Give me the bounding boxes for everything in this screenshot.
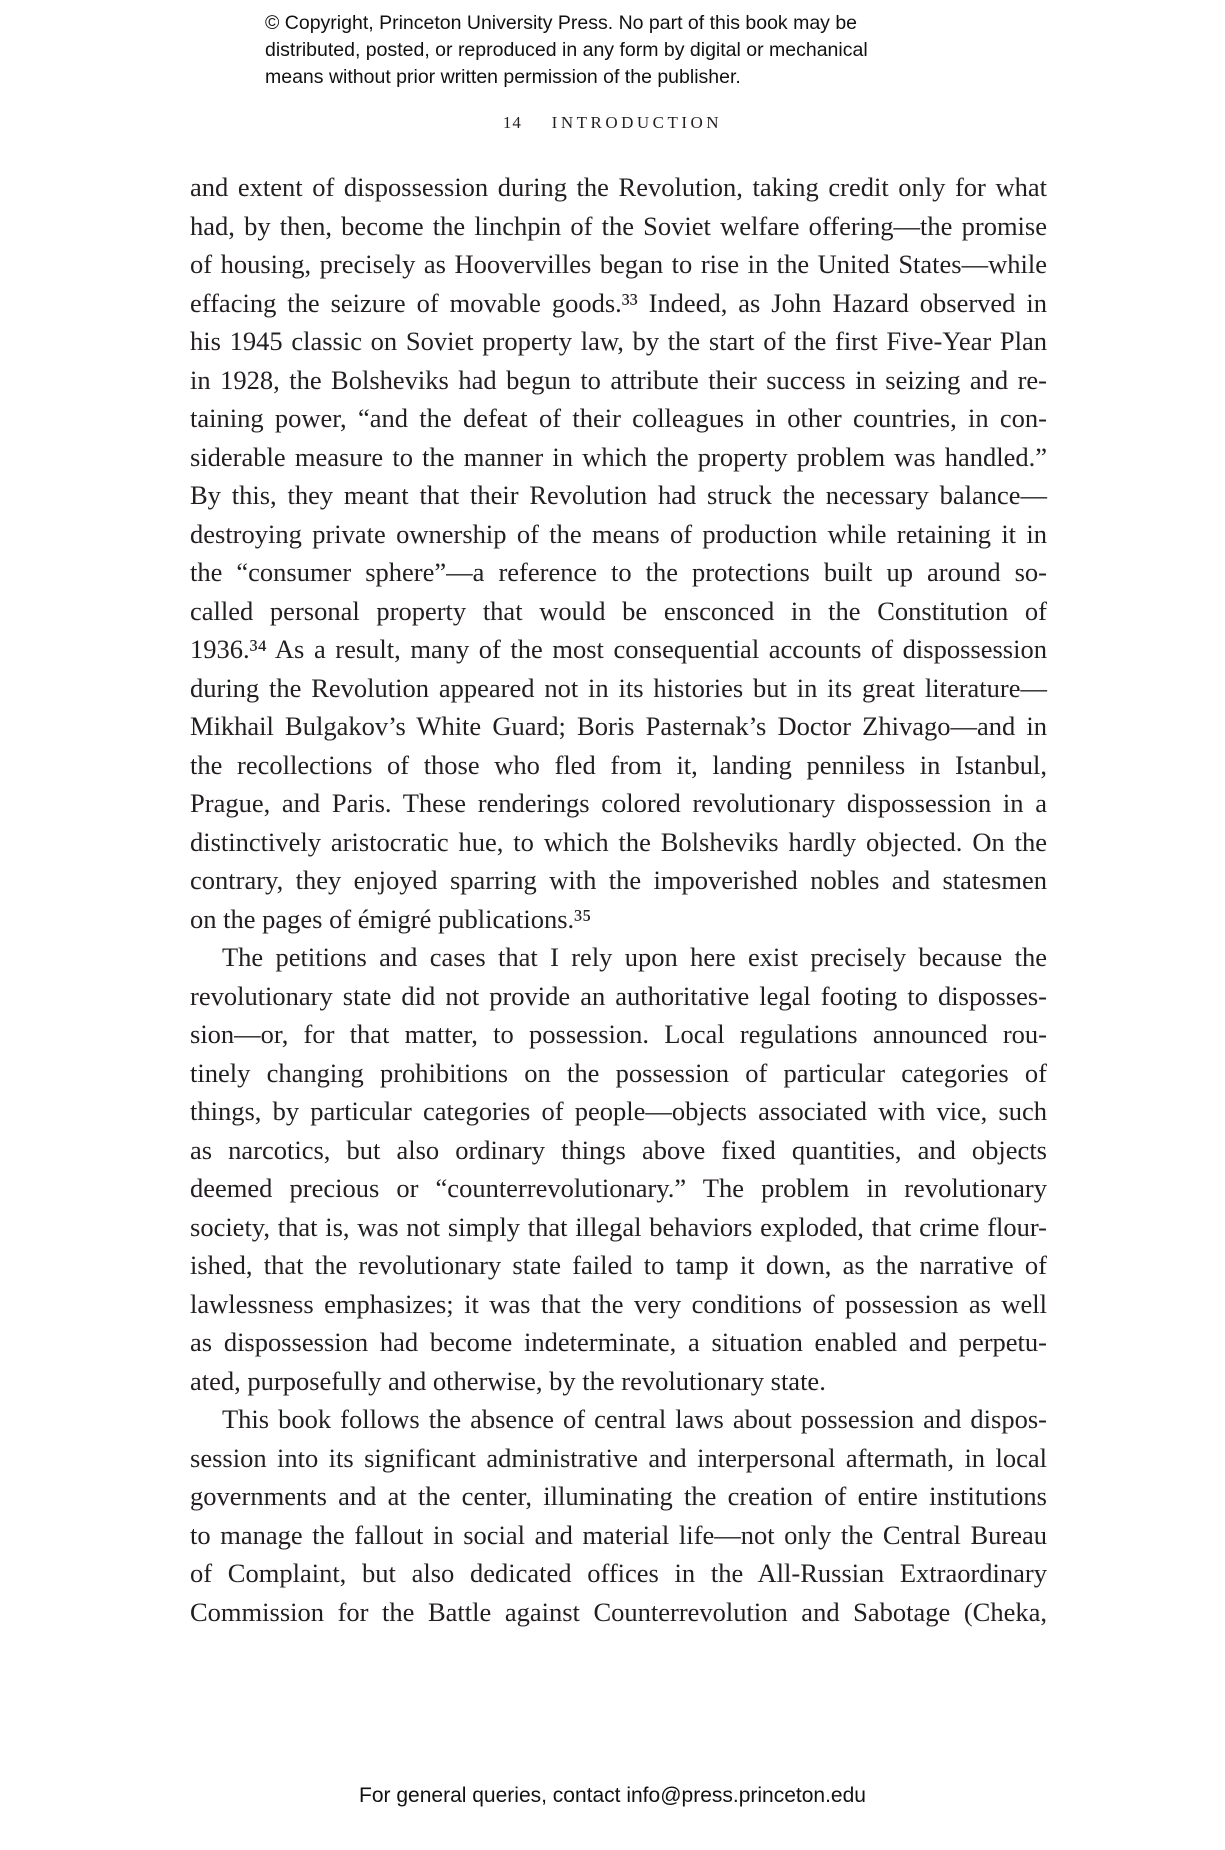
text-line: tinely changing prohibitions on the possession of particular categories of <box>190 1057 1047 1088</box>
text-line: as narcotics, but also ordinary things above fixed quantities, and objects <box>190 1134 1047 1165</box>
text-line: on the pages of émigré publications.³⁵ <box>190 903 592 934</box>
text-line: contrary, they enjoyed sparring with the impoverished nobles and statesmen <box>190 865 1047 895</box>
footer-contact: For general queries, contact info@press.princeton.edu <box>359 1784 866 1807</box>
text-line: session into its significant administrative and interpersonal aftermath, in local <box>190 1442 1047 1473</box>
text-line: called personal property that would be ensconced in the Constitution of <box>190 595 1047 626</box>
text-line: siderable measure to the manner in which the property problem was handled.” <box>190 441 1047 472</box>
text-line: the recollections of those who fled from it, landing penniless in Istanbul, <box>190 749 1047 780</box>
section-title: INTRODUCTION <box>551 113 723 132</box>
text-line: to manage the fallout in social and material life—not only the Central Bureau <box>190 1519 1047 1550</box>
running-head <box>0 113 1225 133</box>
text-line: Prague, and Paris. These renderings colored revolutionary dispossession in a <box>190 788 1047 818</box>
text-line: governments and at the center, illuminating the creation of entire institutions <box>190 1481 1047 1511</box>
text-line: effacing the seizure of movable goods.³³ Indeed, as John Hazard observed in <box>190 287 1047 318</box>
text-line: of Complaint, but also dedicated offices in the All-Russian Extraordinary <box>190 1558 1047 1588</box>
text-line: society, that is, was not simply that illegal behaviors exploded, that crime flour- <box>190 1211 1047 1242</box>
copyright-line: © Copyright, Princeton University Press. No part of this book may be <box>265 12 858 34</box>
text-line: This book follows the absence of central laws about possession and dispos- <box>222 1404 1047 1434</box>
text-line: The petitions and cases that I rely upon here exist precisely because the <box>222 942 1047 972</box>
text-line: had, by then, become the linchpin of the Soviet welfare offering—the promise <box>190 210 1047 241</box>
text-line: ished, that the revolutionary state failed to tamp it down, as the narrative of <box>190 1250 1047 1280</box>
text-line: sion—or, for that matter, to possession. Local regulations announced rou- <box>190 1019 1047 1049</box>
body-text <box>190 168 1047 1631</box>
text-line: deemed precious or “counterrevolutionary.” The problem in revolutionary <box>190 1173 1047 1203</box>
text-line: and extent of dispossession during the Revolution, taking credit only for what <box>190 172 1047 202</box>
text-line: the “consumer sphere”—a reference to the protections built up around so- <box>190 557 1047 587</box>
text-line: By this, they meant that their Revolution had struck the necessary balance— <box>190 480 1047 510</box>
text-line: Mikhail Bulgakov’s White Guard; Boris Pasternak’s Doctor Zhivago—and in <box>190 711 1047 741</box>
text-line: things, by particular categories of people—objects associated with vice, such <box>190 1096 1047 1126</box>
text-line: ated, purposefully and otherwise, by the revolutionary state. <box>190 1365 826 1396</box>
copyright-notice <box>265 10 1025 91</box>
text-line: Commission for the Battle against Counterrevolution and Sabotage (Cheka, <box>190 1596 1047 1627</box>
text-line: in 1928, the Bolsheviks had begun to attribute their success in seizing and re- <box>190 364 1047 395</box>
text-line: taining power, “and the defeat of their colleagues in other countries, in con- <box>190 403 1047 433</box>
copyright-line: distributed, posted, or reproduced in any form by digital or mechanical <box>265 39 868 61</box>
text-line: destroying private ownership of the means of production while retaining it in <box>190 518 1047 549</box>
page-number: 14 <box>502 113 522 132</box>
text-line: his 1945 classic on Soviet property law, by the start of the first Five-Year Plan <box>190 326 1047 356</box>
text-line: as dispossession had become indeterminate, a situation enabled and perpetu- <box>190 1327 1047 1357</box>
text-line: during the Revolution appeared not in its histories but in its great literature— <box>190 672 1047 703</box>
copyright-line: means without prior written permission of the publisher. <box>265 66 741 88</box>
text-line: lawlessness emphasizes; it was that the very conditions of possession as well <box>190 1288 1047 1319</box>
text-line: distinctively aristocratic hue, to which the Bolsheviks hardly objected. On the <box>190 826 1047 857</box>
text-line: revolutionary state did not provide an authoritative legal footing to disposses- <box>190 980 1047 1011</box>
text-line: 1936.³⁴ As a result, many of the most consequential accounts of dispossession <box>190 634 1047 664</box>
text-line: of housing, precisely as Hoovervilles began to rise in the United States—while <box>190 249 1047 279</box>
